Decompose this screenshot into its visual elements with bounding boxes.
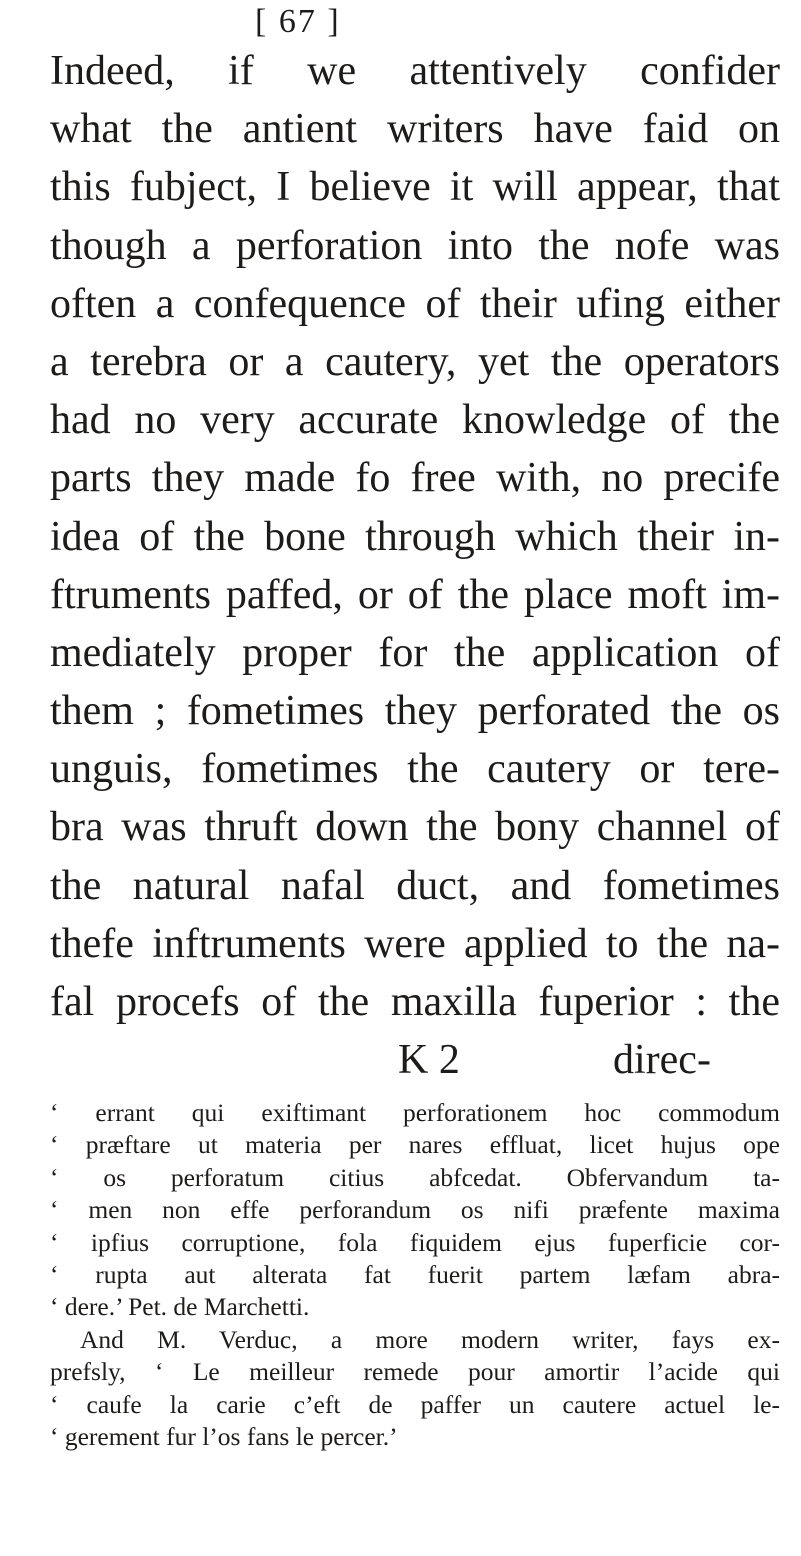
signature-mark: K 2 <box>398 1037 460 1084</box>
text-line: Indeed, if we attentively confider <box>50 48 780 94</box>
footnote-attribution-line: ‘ dere.’ Pet. de Marchetti. <box>50 1292 310 1322</box>
footnote-line: ‘ præftare ut materia per nares effluat, licet hujus ope <box>50 1130 780 1160</box>
catchword: direc- <box>613 1037 711 1084</box>
footnote-line: And M. Verduc, a more modern writer, fays ex- <box>80 1324 780 1354</box>
text-line: bra was thruft down the bony channel of <box>50 804 780 851</box>
footnote-line: ‘ men non effe perforandum os nifi præfente maxima <box>50 1195 780 1225</box>
signature-line <box>50 1031 780 1089</box>
text-line: parts they made fo free with, no precife <box>50 455 780 502</box>
text-line: thefe inftruments were applied to the na- <box>50 920 780 967</box>
text-line: mediately proper for the application of <box>50 629 780 676</box>
footnote-line: ‘ gerement fur l’os fans le percer.’ <box>50 1421 398 1451</box>
text-line: ftruments paffed, or of the place moft im- <box>50 571 780 618</box>
page-number: [ 67 ] <box>255 3 341 40</box>
text-line: what the antient writers have faid on <box>50 106 780 153</box>
text-line: often a confequence of their ufing either <box>50 280 780 327</box>
text-line: a terebra or a cautery, yet the operators <box>50 338 780 385</box>
footnote-line: ‘ os perforatum citius abfcedat. Obfervandum ta- <box>50 1162 780 1192</box>
footnote-line: ‘ errant qui exiftimant perforationem hoc commodum <box>50 1098 780 1127</box>
main-text-block <box>50 42 780 1089</box>
footnote-line: ‘ ipfius corruptione, fola fiquidem ejus fuperficie cor- <box>50 1227 780 1257</box>
text-line: had no very accurate knowledge of the <box>50 397 780 444</box>
footnote-line: ‘ rupta aut alterata fat fuerit partem læfam abra- <box>50 1259 780 1289</box>
text-line: fal procefs of the maxilla fuperior : the <box>50 979 780 1025</box>
text-line: this fubject, I believe it will appear, that <box>50 164 780 211</box>
text-line: idea of the bone through which their in- <box>50 513 780 560</box>
text-line: unguis, fometimes the cautery or tere- <box>50 746 780 793</box>
footnote-line: prefsly, ‘ Le meilleur remede pour amortir l’acide qui <box>50 1357 780 1387</box>
text-line: the natural nafal duct, and fometimes <box>50 862 780 909</box>
footnote-block <box>50 1097 780 1453</box>
text-line: them ; fometimes they perforated the os <box>50 688 780 735</box>
text-line: though a perforation into the nofe was <box>50 222 780 269</box>
footnote-line: ‘ caufe la carie c’eft de paffer un cautere actuel le- <box>50 1389 780 1419</box>
